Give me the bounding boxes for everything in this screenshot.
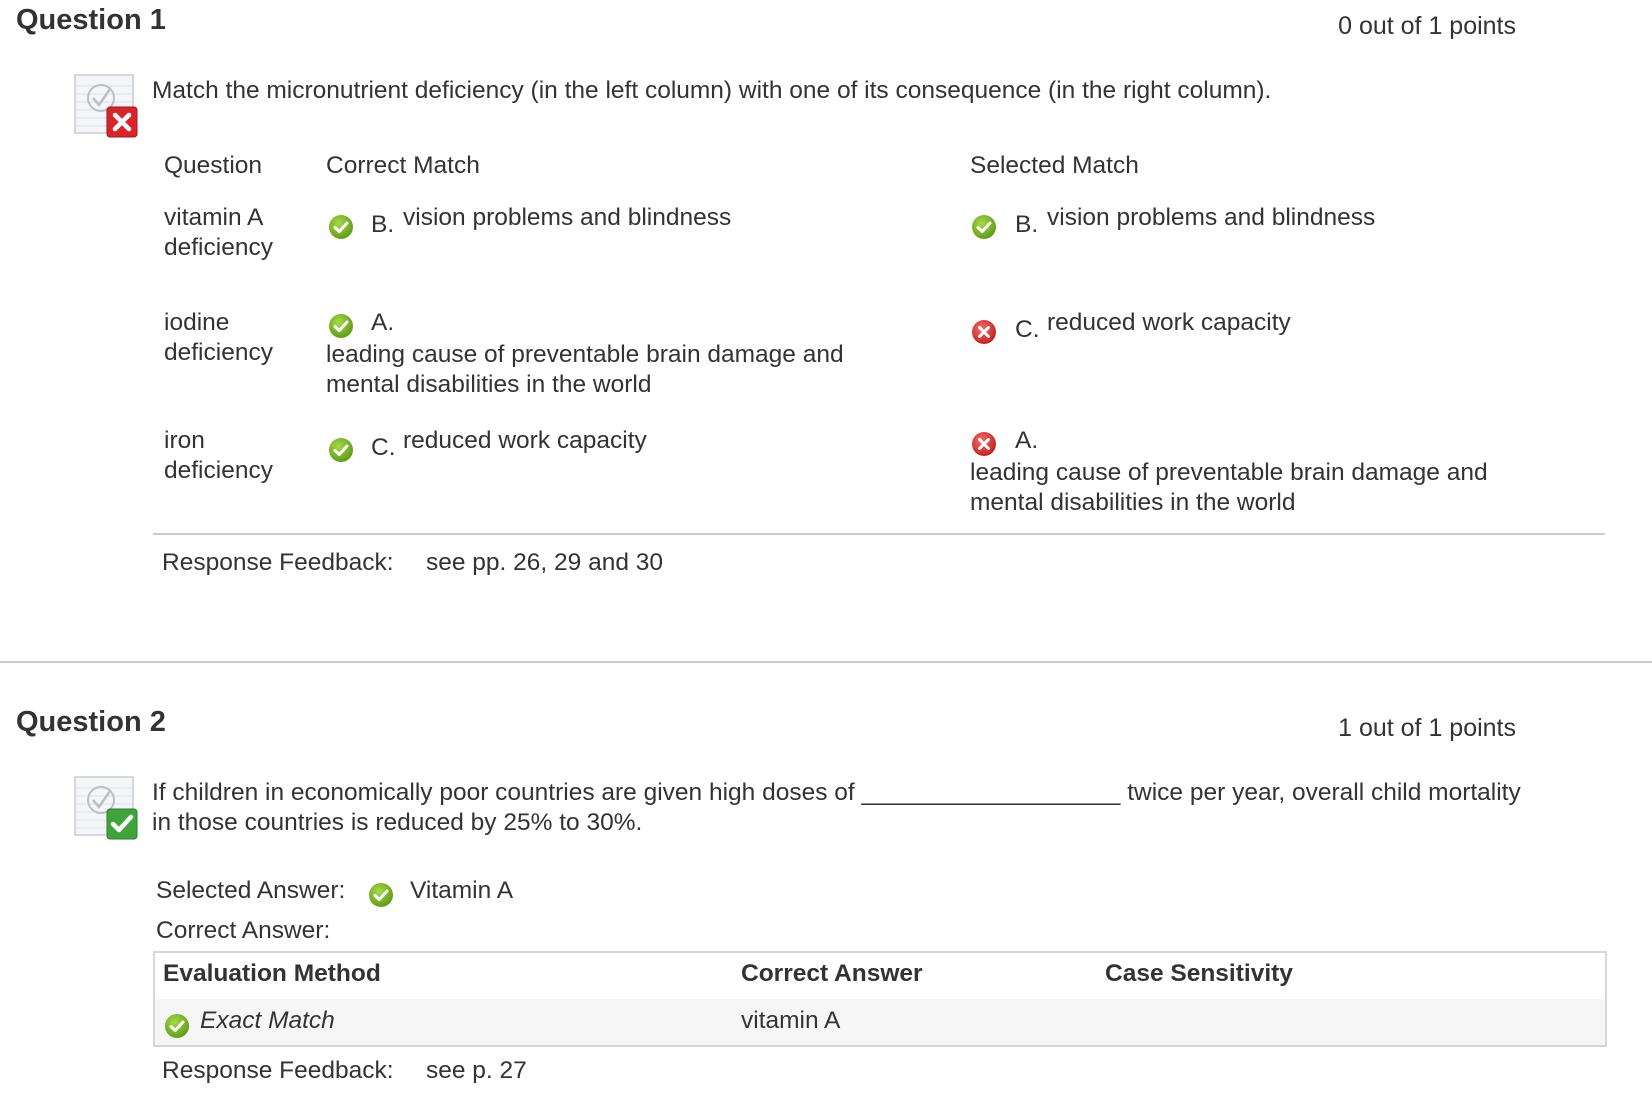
- check-icon: [328, 313, 354, 339]
- check-icon: [164, 1013, 190, 1039]
- response-feedback-value: see pp. 26, 29 and 30: [426, 549, 664, 576]
- evaluation-row-bg: [155, 999, 1605, 1045]
- correct-letter: B.: [371, 211, 395, 238]
- selected-letter: B.: [1015, 211, 1039, 238]
- col-evaluation-method: Evaluation Method: [163, 960, 381, 987]
- selected-text: leading cause of preventable brain damage and: [970, 459, 1488, 486]
- question-2-prompt: If children in economically poor countries are given high doses of ___________________ twice per year, overall child mortality: [152, 779, 1521, 806]
- evaluation-table: [153, 951, 1607, 1047]
- selected-text-line2: mental disabilities in the world: [970, 489, 1296, 516]
- correct-text: leading cause of preventable brain damage and: [326, 341, 844, 368]
- correct-letter: A.: [371, 309, 395, 336]
- header-question: Question: [164, 152, 263, 179]
- question-2-points: 1 out of 1 points: [1338, 714, 1516, 742]
- col-case-sensitivity: Case Sensitivity: [1105, 960, 1293, 987]
- selected-answer-label: Selected Answer:: [156, 877, 346, 904]
- question-1-points: 0 out of 1 points: [1338, 12, 1516, 40]
- question-incorrect-icon: [74, 74, 138, 138]
- selected-answer-value: Vitamin A: [410, 877, 514, 904]
- selected-text: vision problems and blindness: [1047, 204, 1376, 231]
- correct-text-line2: mental disabilities in the world: [326, 371, 652, 398]
- question-1-title: Question 1: [16, 4, 166, 36]
- header-selected-match: Selected Match: [970, 152, 1139, 179]
- x-icon: [971, 319, 997, 345]
- response-feedback-label: Response Feedback:: [162, 549, 394, 576]
- question-term-line2: deficiency: [164, 339, 273, 366]
- correct-answer-value: vitamin A: [741, 1007, 841, 1034]
- correct-text: reduced work capacity: [403, 427, 647, 454]
- selected-letter: A.: [1015, 427, 1039, 454]
- response-feedback-label: Response Feedback:: [162, 1057, 394, 1084]
- question-2-prompt-line2: in those countries is reduced by 25% to 30%.: [152, 809, 643, 836]
- correct-letter: C.: [371, 434, 396, 461]
- selected-letter: C.: [1015, 316, 1040, 343]
- x-icon: [971, 431, 997, 457]
- check-icon: [971, 214, 997, 240]
- divider: [153, 533, 1605, 535]
- question-term: iodine: [164, 309, 230, 336]
- question-separator: [0, 661, 1652, 663]
- question-correct-icon: [74, 776, 138, 840]
- header-correct-match: Correct Match: [326, 152, 480, 179]
- evaluation-method-value: Exact Match: [200, 1007, 335, 1034]
- col-correct-answer: Correct Answer: [741, 960, 923, 987]
- question-2-title: Question 2: [16, 706, 166, 738]
- correct-answer-label: Correct Answer:: [156, 917, 331, 944]
- check-icon: [368, 882, 394, 908]
- selected-text: reduced work capacity: [1047, 309, 1291, 336]
- check-icon: [328, 214, 354, 240]
- correct-text: vision problems and blindness: [403, 204, 732, 231]
- question-1-prompt: Match the micronutrient deficiency (in the left column) with one of its consequence (in the right column).: [152, 77, 1272, 104]
- question-term-line2: deficiency: [164, 457, 273, 484]
- question-term: iron: [164, 427, 205, 454]
- check-icon: [328, 437, 354, 463]
- response-feedback-value: see p. 27: [426, 1057, 527, 1084]
- question-term-line2: deficiency: [164, 234, 273, 261]
- question-term: vitamin A: [164, 204, 264, 231]
